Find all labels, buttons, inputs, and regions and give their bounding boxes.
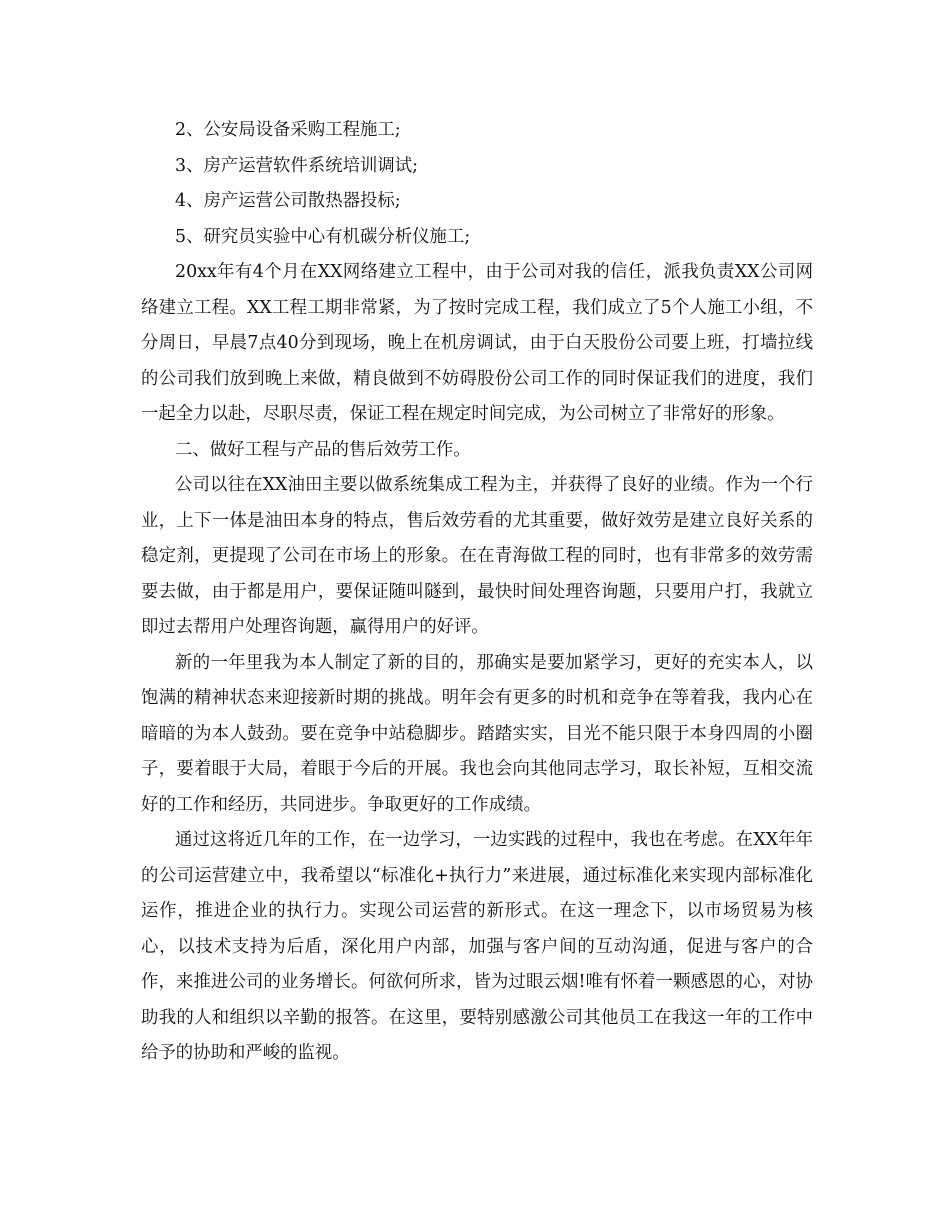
list-item-2: 2、公安局设备采购工程施工; (175, 120, 401, 140)
list-item-5: 5、研究员实验中心有机碳分析仪施工; (175, 226, 471, 247)
document-body (141, 113, 813, 1072)
body-paragraph-oilfield-service: 公司以往在XX油田主要以做系统集成工程为主，并获得了良好的业绩。作为一个行业，上下一体是油田本身的特点，售后效劳看的尤其重要，做好效劳是建立良好关系的稳定剂，更提现了公司在市场上的形象。在在青海做工程的同时，也有非常多的效劳需要去做，由于都是用户，要保证随叫隧到，最快时间处理咨询题，只要用户打，我就立即过去帮用户处理咨询题，赢得用户的好评。 (141, 475, 813, 637)
list-item-3: 3、房产运营软件系统培训调试; (175, 155, 419, 176)
body-paragraph-new-year-goals: 新的一年里我为本人制定了新的目的，那确实是要加紧学习，更好的充实本人，以饱满的精神状态来迎接新时期的挑战。明年会有更多的时机和竞争在等着我，我内心在暗暗的为本人鼓劲。要在竞争中站稳脚步。踏踏实实，目光不能只限于本身四周的小圈子，要着眼于大局，着眼于今后的开展。我也会向其他同志学习，取长补短，互相交流好的工作和经历，共同进步。争取更好的工作成绩。 (141, 652, 813, 815)
body-paragraph-standardization: 通过这将近几年的工作，在一边学习，一边实践的过程中，我也在考虑。在XX年年的公司运营建立中，我希望以“标准化+执行力”来进展，通过标准化来实现内部标准化运作，推进企业的执行力。实现公司运营的新形式。在这一理念下，以市场贸易为核心，以技术支持为后盾，深化用户内部，加强与客户间的互动沟通，促进与客户的合作，来推进公司的业务增长。何欲何所求，皆为过眼云烟!唯有怀着一颗感恩的心，对协助我的人和组织以辛勤的报答。在这里，要特别感激公司其他员工在我这一年的工作中给予的协助和严峻的监视。 (141, 830, 813, 1063)
section-heading-after-sales: 二、做好工程与产品的售后效劳工作。 (175, 439, 471, 460)
body-paragraph-network-project: 20xx年有4个月在XX网络建立工程中，由于公司对我的信任，派我负责XX公司网络建立工程。XX工程工期非常紧，为了按时完成工程，我们成立了5个人施工小组，不分周日，早晨7点40分到现场，晚上在机房调试，由于白天股份公司要上班，打墙拉线的公司我们放到晚上来做，精良做到不妨碍股份公司工作的同时保证我们的进度，我们一起全力以赴，尽职尽责，保证工程在规定时间完成，为公司树立了非常好的形象。 (141, 262, 813, 424)
list-item-4: 4、房产运营公司散热器投标; (175, 191, 401, 211)
